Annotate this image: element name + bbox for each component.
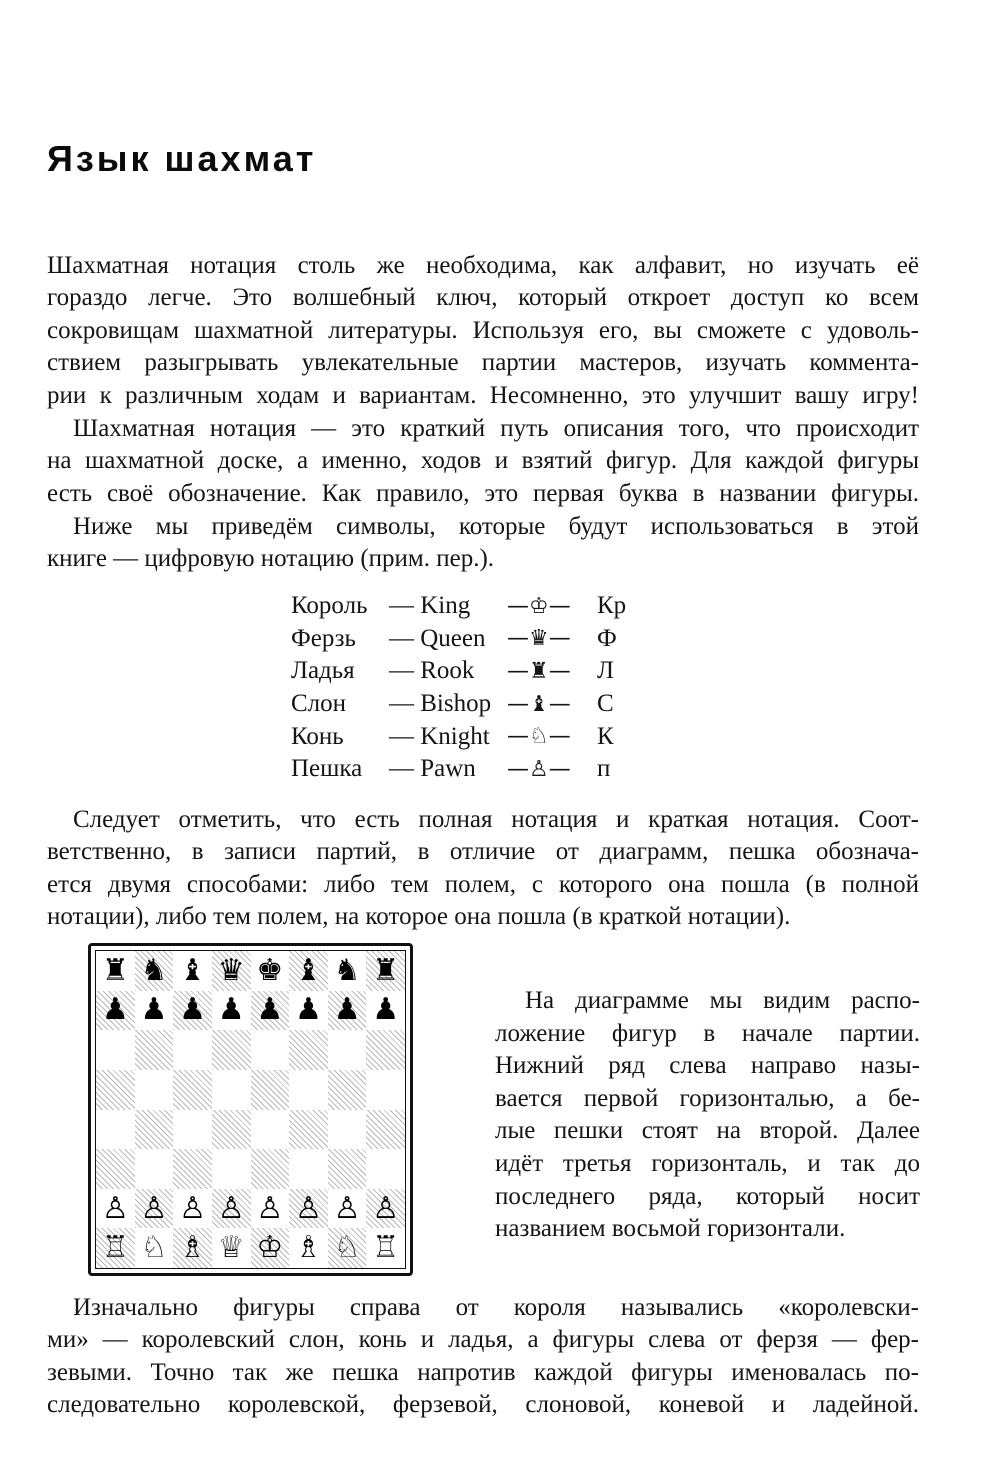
board-square [96, 1149, 135, 1189]
pieces-legend [291, 590, 626, 786]
piece-name-en: — Knight [389, 722, 490, 750]
black-king-icon: ♚ [256, 952, 284, 988]
board-square [173, 1070, 212, 1110]
closing-paragraph [47, 1292, 919, 1422]
board-square [251, 1030, 290, 1070]
text-line: на шахматной доске, а именно, ходов и взятий фигур. Для каждой фигуры [47, 447, 919, 475]
white-pawn-icon: ♙ [101, 1190, 129, 1226]
text-line: Ниже мы приведём символы, которые будут использоваться в этой [73, 513, 919, 540]
board-square [96, 1030, 135, 1070]
white-bishop-icon: ♗ [173, 1228, 212, 1268]
text-line: Следует отметить, что есть полная нотация и краткая нотация. Соот- [73, 806, 919, 833]
text-line: ствием разыгрывать увлекательные партии мастеров, изучать коммента- [47, 349, 919, 377]
white-knight-icon: ♘ [140, 1230, 168, 1266]
intro-paragraph [47, 250, 919, 412]
board-square [135, 1110, 174, 1150]
piece-abbr: Ф [597, 624, 617, 652]
black-knight-icon: ♞ [135, 951, 174, 991]
black-pawn-icon: ♟ [372, 992, 400, 1028]
board-square [96, 1070, 135, 1110]
legend-row-pawn [291, 753, 626, 786]
text-line: Нижний ряд слева направо назы- [495, 1052, 920, 1080]
notation-paragraph [47, 413, 919, 510]
board-square [251, 1070, 290, 1110]
board-square [135, 1030, 174, 1070]
white-bishop-icon: ♗ [294, 1230, 322, 1266]
piece-name-ru: Ферзь [291, 624, 356, 652]
legend-row-rook [291, 655, 626, 688]
white-pawn-icon: ♙ [289, 1189, 328, 1229]
piece-name-en: — Rook [389, 657, 475, 685]
black-pawn-icon: ♟ [217, 992, 245, 1028]
black-pawn-icon: ♟ [96, 991, 135, 1031]
diagram-caption [495, 985, 920, 1246]
white-pawn-icon: ♙ [179, 1190, 207, 1226]
board-square [328, 1110, 367, 1150]
black-bishop-icon: ♝ [179, 952, 207, 988]
text-line: следовательно королевской, ферзевой, слоновой, коневой и ладейной. [47, 1391, 919, 1419]
black-bishop-icon: ♝ [289, 951, 328, 991]
text-line: Изначально фигуры справа от короля назывались «королевски- [73, 1294, 919, 1321]
text-line: лые пешки стоят на второй. Далее [495, 1117, 920, 1145]
board-square [212, 1070, 251, 1110]
piece-abbr: К [597, 722, 614, 750]
board-square [251, 1149, 290, 1189]
black-pawn-icon: ♟ [328, 991, 367, 1031]
legend-row-king [291, 590, 626, 623]
board-square [212, 1030, 251, 1070]
text-line: гораздо легче. Это волшебный ключ, который откроет доступ ко всем [47, 284, 919, 312]
white-queen-icon: ♕ [217, 1230, 245, 1266]
white-pawn-icon: ♙ [366, 1189, 405, 1229]
board-square [135, 1149, 174, 1189]
text-line: Шахматная нотация — это краткий путь описания того, что происходит [73, 415, 919, 442]
black-rook-icon: ♜ [101, 952, 129, 988]
board-square [289, 1030, 328, 1070]
piece-name-ru: Конь [291, 722, 344, 750]
text-line: сокровищам шахматной литературы. Используя его, вы сможете с удоволь- [47, 316, 919, 344]
board-square [251, 1110, 290, 1150]
knight-icon: —♘— [507, 724, 571, 750]
text-line: ветственно, в записи партий, в отличие от диаграмм, пешка обознача- [47, 838, 919, 866]
text-line: На диаграмме мы видим распо- [525, 987, 920, 1014]
king-icon: —♔— [507, 593, 571, 619]
board-square [173, 1149, 212, 1189]
text-line: книге — цифровую нотацию (прим. пер.). [47, 545, 495, 573]
text-line: вается первой горизонталью, а бе- [495, 1084, 920, 1112]
symbols-paragraph [47, 511, 919, 576]
piece-abbr: Л [597, 657, 614, 685]
board-square [366, 1110, 405, 1150]
board-square [366, 1070, 405, 1110]
legend-row-queen [291, 623, 626, 656]
board-square [366, 1149, 405, 1189]
text-line: идёт третья горизонталь, и так до [495, 1149, 920, 1177]
white-knight-icon: ♘ [328, 1228, 367, 1268]
text-line: рии к различным ходам и вариантам. Несомненно, это улучшит вашу игру! [47, 381, 919, 409]
board-square [289, 1149, 328, 1189]
board-square [173, 1030, 212, 1070]
board-square [96, 1110, 135, 1150]
bishop-icon: —♝— [507, 691, 571, 717]
board-square [328, 1030, 367, 1070]
black-pawn-icon: ♟ [140, 992, 168, 1028]
text-line: ложение фигур в начале партии. [495, 1019, 920, 1047]
text-line: нотации), либо тем полем, на которое она пошла (в краткой нотации). [47, 903, 791, 931]
queen-icon: —♛— [507, 626, 571, 652]
white-rook-icon: ♖ [96, 1228, 135, 1268]
board-square [328, 1149, 367, 1189]
pawn-icon: —♙— [507, 756, 571, 782]
black-pawn-icon: ♟ [173, 991, 212, 1031]
white-rook-icon: ♖ [372, 1230, 400, 1266]
board-square [289, 1110, 328, 1150]
chess-board [95, 950, 406, 1269]
piece-name-en: — Bishop [389, 690, 492, 718]
board-square [366, 1030, 405, 1070]
text-line: Шахматная нотация столь же необходима, как алфавит, но изучать её [47, 252, 919, 279]
legend-row-knight [291, 720, 626, 753]
white-pawn-icon: ♙ [212, 1189, 251, 1229]
piece-name-ru: Пешка [291, 755, 363, 783]
piece-abbr: Кр [597, 592, 627, 620]
board-square [135, 1070, 174, 1110]
piece-abbr: С [597, 690, 614, 718]
piece-name-en: — King [389, 592, 471, 620]
page-title: Язык шахмат [47, 138, 317, 179]
piece-abbr: п [597, 755, 611, 783]
full-short-notation-paragraph [47, 804, 919, 934]
board-square [173, 1110, 212, 1150]
text-line: названием восьмой горизонтали. [495, 1215, 846, 1243]
white-pawn-icon: ♙ [256, 1190, 284, 1226]
piece-name-en: — Queen [389, 624, 486, 652]
white-pawn-icon: ♙ [333, 1190, 361, 1226]
board-square [212, 1149, 251, 1189]
piece-name-ru: Король [291, 592, 368, 620]
text-line: ется двумя способами: либо тем полем, с которого она пошла (в полной [47, 870, 919, 898]
piece-name-ru: Ладья [291, 657, 355, 685]
black-queen-icon: ♛ [212, 951, 251, 991]
piece-name-en: — Pawn [389, 755, 476, 783]
black-pawn-icon: ♟ [294, 992, 322, 1028]
text-line: зевыми. Точно так же пешка напротив каждой фигуры именовалась по- [47, 1358, 919, 1386]
board-square [289, 1070, 328, 1110]
white-pawn-icon: ♙ [135, 1189, 174, 1229]
text-line: последнего ряда, который носит [495, 1182, 920, 1210]
black-knight-icon: ♞ [333, 952, 361, 988]
text-line: ми» — королевский слон, конь и ладья, а фигуры слева от ферзя — фер- [47, 1326, 919, 1354]
white-king-icon: ♔ [251, 1228, 290, 1268]
board-square [328, 1070, 367, 1110]
chess-board-diagram [88, 943, 413, 1276]
text-line: есть своё обозначение. Как правило, это первая буква в названии фигуры. [47, 479, 919, 507]
piece-name-ru: Слон [291, 690, 347, 718]
legend-row-bishop [291, 688, 626, 721]
black-rook-icon: ♜ [366, 951, 405, 991]
black-pawn-icon: ♟ [251, 991, 290, 1031]
rook-icon: —♜— [507, 658, 571, 684]
board-square [212, 1110, 251, 1150]
